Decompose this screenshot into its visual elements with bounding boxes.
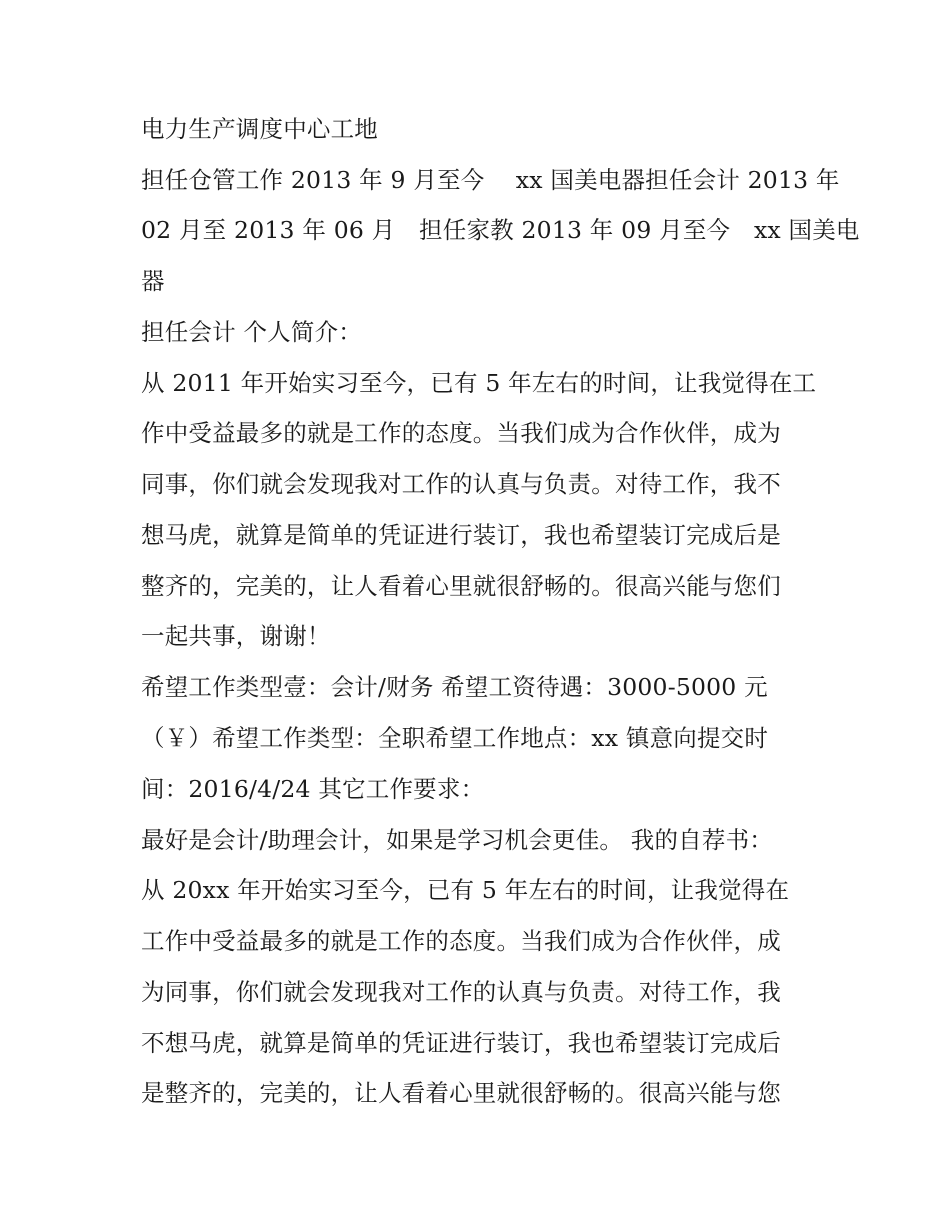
text-line: 整齐的，完美的，让人看着心里就很舒畅的。很高兴能与您们 [141, 572, 781, 600]
text-line: 想马虎，就算是简单的凭证进行装订，我也希望装订完成后是 [141, 521, 781, 549]
text-line: 间：2016/4/24 其它工作要求： [141, 775, 485, 803]
text-line: 担任仓管工作 2013 年 9 月至今 xx 国美电器担任会计 2013 年 [141, 166, 840, 194]
text-line: 02 月至 2013 年 06 月 担任家教 2013 年 09 月至今 xx 国美电 [141, 216, 860, 244]
text-line: 最好是会计/助理会计，如果是学习机会更佳。 我的自荐书： [141, 826, 773, 854]
text-line: 是整齐的，完美的，让人看着心里就很舒畅的。很高兴能与您 [141, 1079, 781, 1107]
text-line: 担任会计 个人简介： [141, 318, 362, 346]
text-line: 从 2011 年开始实习至今，已有 5 年左右的时间，让我觉得在工 [141, 369, 817, 397]
text-line: 作中受益最多的就是工作的态度。当我们成为合作伙伴，成为 [141, 419, 781, 447]
text-line: 器 [141, 267, 165, 295]
text-line: 同事，你们就会发现我对工作的认真与负责。对待工作，我不 [141, 470, 781, 498]
text-line: 工作中受益最多的就是工作的态度。当我们成为合作伙伴，成 [141, 927, 781, 955]
text-line: 电力生产调度中心工地 [141, 115, 378, 143]
text-line: 为同事，你们就会发现我对工作的认真与负责。对待工作，我 [141, 978, 781, 1006]
text-line: 从 20xx 年开始实习至今，已有 5 年左右的时间，让我觉得在 [141, 876, 790, 904]
text-line: 希望工作类型壹：会计/财务 希望工资待遇：3000-5000 元 [141, 673, 768, 701]
text-line: （￥）希望工作类型：全职希望工作地点：xx 镇意向提交时 [141, 724, 769, 752]
text-line: 不想马虎，就算是简单的凭证进行装订，我也希望装订完成后 [141, 1029, 781, 1057]
text-line: 一起共事，谢谢！ [141, 622, 331, 650]
